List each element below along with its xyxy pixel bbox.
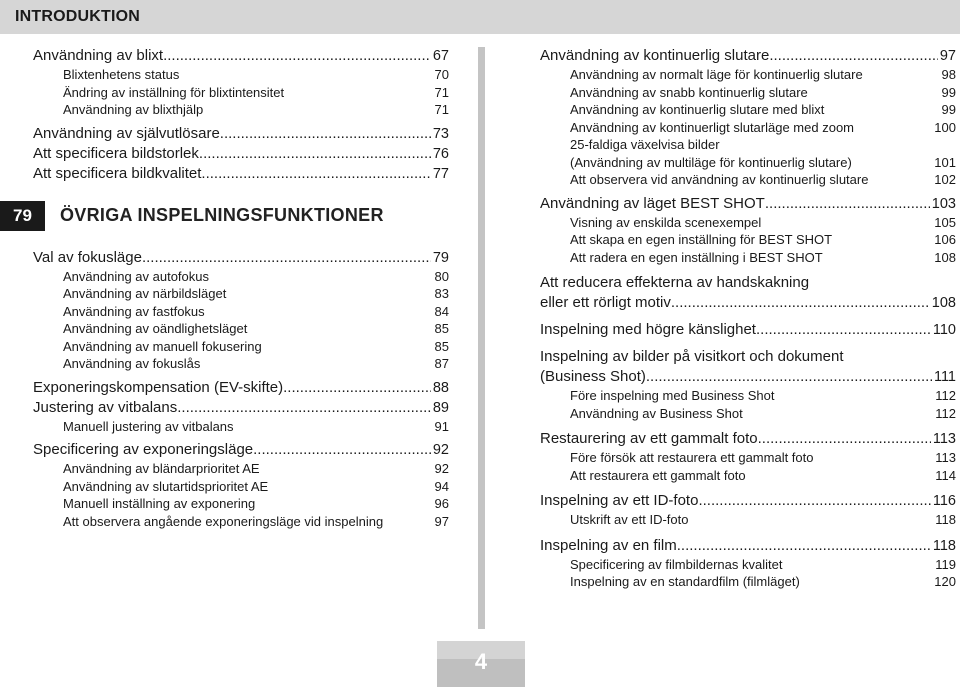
toc-entry-title: Användning av självutlösare — [33, 124, 220, 142]
toc-entry-page: 92 — [434, 461, 449, 476]
toc-subentry[interactable] — [33, 478, 449, 496]
toc-entry-page: 112 — [935, 388, 956, 403]
toc-subentry-line: 25-faldiga växelvisa bilder — [570, 137, 720, 152]
toc-subentry[interactable] — [33, 268, 449, 286]
toc-entry-title: Att restaurera ett gammalt foto — [570, 467, 746, 483]
toc-entry-page: 92 — [432, 442, 449, 458]
toc-group-left-bottom — [33, 248, 449, 531]
toc-entry-title: Manuell inställning av exponering — [63, 496, 256, 511]
toc-entry-page: 91 — [434, 418, 449, 434]
toc-entry-page: 120 — [934, 574, 956, 589]
toc-subentry[interactable] — [33, 66, 449, 84]
toc-subgroup — [540, 556, 956, 591]
section-number: 79 — [0, 201, 45, 231]
toc-entry[interactable] — [33, 124, 449, 144]
toc-entry[interactable]: Användning av kontinuerlig slutare ..... 97 — [540, 46, 956, 66]
toc-entry[interactable]: eller ett rörligt motiv ..... 108 — [540, 293, 956, 313]
toc-entry-page: 71 — [434, 84, 449, 100]
toc-entry[interactable]: Inspelning av ett ID-foto ..... 116 — [540, 491, 956, 511]
toc-entry-title: Användning av kontinuerligt slutarläge med zoom — [570, 119, 855, 135]
toc-subentry[interactable] — [33, 460, 449, 478]
toc-entry-page: 113 — [935, 450, 956, 465]
toc-entry-title: Användning av blixt — [33, 47, 164, 64]
toc-entry-title: Användning av bländarprioritet AE — [63, 461, 260, 476]
toc-entry-title: Användning av Business Shot — [570, 405, 743, 421]
toc-entry-page: 97 — [434, 513, 449, 529]
toc-entry-page: 70 — [434, 67, 449, 82]
toc-subentry[interactable] — [540, 214, 956, 232]
toc-entry-page: 118 — [935, 512, 956, 527]
toc-entry-page: 88 — [432, 379, 449, 396]
toc-entry[interactable]: Användning av läget BEST SHOT ..... 103 — [540, 194, 956, 214]
toc-subentry[interactable] — [540, 119, 956, 137]
toc-entry-title: Användning av slutartidsprioritet AE — [63, 478, 269, 494]
toc-entry-page: 100 — [934, 119, 956, 135]
page-title: INTRODUKTION — [15, 8, 141, 25]
page-number: 4 — [474, 649, 488, 674]
toc-subentry[interactable] — [33, 101, 449, 119]
toc-entry-page: 105 — [934, 214, 956, 230]
toc-entry-title: Användning av blixthjälp — [63, 102, 204, 117]
section-title: ÖVRIGA INSPELNINGSFUNKTIONER — [60, 205, 384, 225]
toc-entry[interactable] — [33, 144, 449, 164]
toc-subentry[interactable] — [33, 355, 449, 373]
toc-entry[interactable] — [33, 248, 449, 268]
toc-entry-title: Inspelning av en standardfilm (filmläget) — [570, 574, 800, 589]
toc-entry[interactable] — [33, 378, 449, 398]
toc-entry[interactable] — [33, 164, 449, 184]
toc-subentry[interactable] — [33, 320, 449, 338]
toc-subentry[interactable] — [33, 513, 449, 531]
toc-entry-title: Före försök att restaurera ett gammalt foto — [570, 450, 814, 465]
toc-entry-title: Justering av vitbalans — [33, 398, 178, 416]
toc-entry-page: 85 — [434, 321, 449, 336]
toc-entry-title: Val av fokusläge — [33, 248, 142, 266]
toc-subentry[interactable]: (Användning av multiläge för kontinuerlig slutare) 101 — [570, 154, 956, 170]
toc-subentry[interactable] — [540, 467, 956, 485]
toc-entry-page: 84 — [434, 303, 449, 319]
toc-subentry[interactable] — [540, 66, 956, 84]
toc-left-column — [13, 46, 449, 530]
toc-entry[interactable] — [33, 398, 449, 418]
toc-subentry[interactable] — [540, 101, 956, 119]
toc-subentry[interactable] — [540, 511, 956, 529]
toc-entry-title: Specificering av filmbildernas kvalitet — [570, 556, 783, 572]
toc-subentry[interactable]: Att observera vid användning av kontinuerlig slutare 102 — [570, 172, 956, 187]
toc-entry-page: 73 — [432, 125, 449, 142]
toc-subgroup — [540, 449, 956, 484]
toc-entry-title: Användning av manuell fokusering — [63, 338, 262, 354]
toc-subentry[interactable] — [540, 249, 956, 267]
header-bar — [0, 0, 960, 34]
toc-entry-title: Användning av kontinuerlig slutare med blixt — [570, 102, 825, 117]
toc-entry-title: Att specificera bildstorlek — [33, 144, 199, 162]
toc-entry-page: 96 — [434, 496, 449, 511]
toc-entry-title: Manuell justering av vitbalans — [63, 418, 234, 434]
toc-entry-title: Användning av snabb kontinuerlig slutare — [570, 84, 808, 100]
toc-subgroup — [540, 214, 956, 267]
toc-entry-page: 77 — [432, 165, 449, 182]
toc-entry-page: 112 — [935, 405, 956, 421]
toc-entry-page: 99 — [941, 102, 956, 117]
toc-subentry[interactable] — [33, 303, 449, 321]
toc-subentry[interactable] — [540, 84, 956, 102]
toc-entry-title: Utskrift av ett ID-foto — [570, 512, 689, 527]
toc-entry-title: Specificering av exponeringsläge — [33, 441, 254, 458]
toc-entry-title: Att specificera bildkvalitet — [33, 164, 202, 182]
toc-entry-page: 106 — [934, 232, 956, 247]
toc-subgroup — [540, 511, 956, 529]
toc-subgroup — [540, 387, 956, 422]
toc-entry-title: Användning av autofokus — [63, 268, 209, 284]
toc-entry-title: Användning av fastfokus — [63, 303, 205, 319]
toc-right-column — [540, 46, 956, 591]
toc-entry-page: 76 — [432, 145, 449, 162]
page-number-box — [437, 641, 525, 687]
toc-subentry[interactable] — [540, 405, 956, 423]
toc-entry-page: 108 — [934, 249, 956, 265]
toc-subentry[interactable] — [33, 418, 449, 436]
toc-entry-page: 89 — [432, 399, 449, 416]
toc-entry-title: Att radera en egen inställning i BEST SHOT — [570, 249, 823, 265]
toc-entry-page: 94 — [434, 478, 449, 494]
toc-entry-title: Före inspelning med Business Shot — [570, 388, 775, 403]
toc-entry-page: 99 — [941, 84, 956, 100]
toc-entry-page: 98 — [941, 67, 956, 82]
toc-entry-page: 80 — [434, 268, 449, 284]
toc-entry-page: 85 — [434, 338, 449, 354]
toc-entry-title: Användning av oändlighetsläget — [63, 321, 248, 336]
toc-entry[interactable]: Restaurering av ett gammalt foto ..... 113 — [540, 429, 956, 449]
toc-entry-page: 114 — [935, 467, 956, 483]
toc-entry-page: 71 — [434, 102, 449, 117]
toc-entry-title: Användning av normalt läge för kontinuerlig slutare — [570, 67, 863, 82]
toc-entry-line: Inspelning av bilder på visitkort och dokument — [540, 348, 844, 365]
toc-entry-title: Exponeringskompensation (EV-skifte) — [33, 378, 284, 396]
toc-subentry[interactable] — [33, 338, 449, 356]
toc-subentry[interactable] — [33, 84, 449, 102]
toc-subgroup — [540, 66, 956, 136]
toc-entry-title: Ändring av inställning för blixtintensitet — [63, 84, 285, 100]
toc-subentry[interactable] — [540, 231, 956, 249]
toc-entry[interactable]: Inspelning av en film ..... 118 — [540, 536, 956, 556]
toc-entry[interactable] — [33, 440, 449, 460]
toc-subentry[interactable] — [540, 449, 956, 467]
toc-entry-page: 87 — [434, 356, 449, 371]
toc-entry-title: Användning av närbildsläget — [63, 286, 227, 301]
toc-group-left-top — [33, 46, 449, 184]
toc-entry-title: Att skapa en egen inställning för BEST SHOT — [570, 232, 833, 247]
toc-entry-page: 83 — [434, 286, 449, 301]
column-divider — [478, 47, 485, 629]
toc-entry-title: Användning av fokuslås — [63, 356, 201, 371]
toc-subentry[interactable] — [540, 573, 956, 591]
toc-entry-page: 79 — [432, 249, 449, 266]
toc-entry[interactable]: Inspelning med högre känslighet ..... 110 — [540, 320, 956, 340]
toc-entry-page: 67 — [432, 48, 449, 64]
toc-entry-title: Att observera angående exponeringsläge vid inspelning — [63, 513, 384, 529]
toc-subentry[interactable] — [33, 495, 449, 513]
toc-subentry[interactable] — [540, 556, 956, 574]
toc-entry-title: Visning av enskilda scenexempel — [570, 214, 762, 230]
toc-entry[interactable] — [33, 46, 449, 66]
toc-subentry[interactable] — [33, 285, 449, 303]
toc-entry[interactable]: (Business Shot) ..... 111 — [540, 367, 956, 387]
toc-subentry[interactable] — [540, 387, 956, 405]
section-heading — [0, 198, 449, 234]
toc-entry-title: Blixtenhetens status — [63, 67, 180, 82]
toc-entry-page: 119 — [935, 556, 956, 572]
toc-entry-line: Att reducera effekterna av handskakning — [540, 274, 810, 291]
